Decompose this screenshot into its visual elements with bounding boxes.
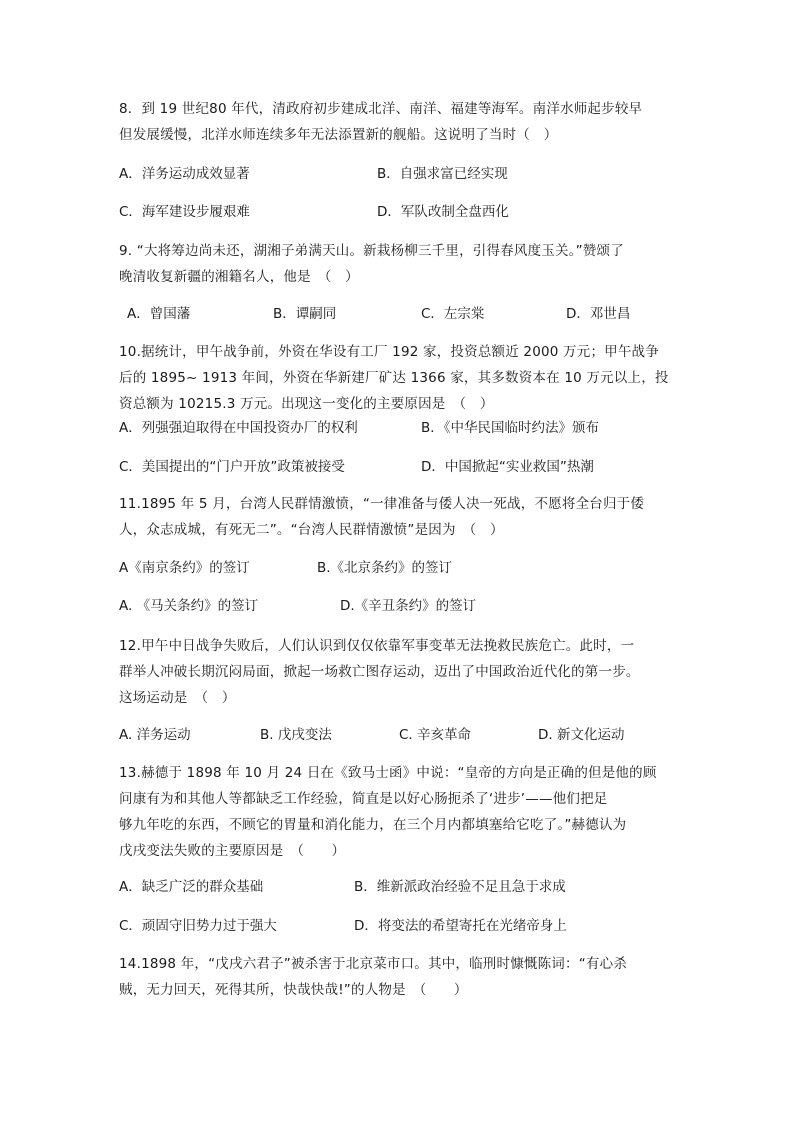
question-12-option-c: C. 辛亥革命	[399, 727, 472, 743]
question-10-line-1: 10.据统计，甲午战争前，外资在华设有工厂 192 家，投资总额近 2000 万元；甲午战争	[119, 344, 659, 360]
question-8-option-c: C．海军建设步履艰难	[119, 204, 250, 220]
question-13-line-2: 问康有为和其他人等都缺乏工作经验，简直是以好心肠扼杀了‘进步’——他们把足	[119, 791, 608, 807]
question-12-line-1: 12.甲午中日战争失败后，人们认识到仅仅依靠军事变革无法挽救民族危亡。此时，一	[119, 638, 635, 654]
question-12-option-d: D. 新文化运动	[538, 727, 625, 743]
question-10-option-a: A．列强强迫取得在中国投资办厂的权利	[119, 420, 358, 436]
question-9-line-2: 晚清收复新疆的湘籍名人，他是 （ ）	[119, 269, 359, 285]
question-12-option-b: B. 戊戌变法	[260, 727, 332, 743]
question-8-option-b: B．自强求富已经实现	[377, 166, 508, 182]
question-13-line-1: 13.赫德于 1898 年 10 月 24 日在《致马士函》中说：“皇帝的方向是正确的但是他的顾	[119, 765, 657, 781]
question-13-option-d: D．将变法的希望寄托在光绪帝身上	[354, 918, 567, 934]
question-11-line-1: 11.1895 年 5 月，台湾人民群情激愤，“一律准备与倭人决一死战，不愿将全台归于倭	[119, 496, 645, 512]
question-10-option-d: D．中国掀起“实业救国”热潮	[421, 459, 594, 475]
question-10	[119, 339, 679, 417]
question-9-line-1: 9. “大将筹边尚未还，湖湘子弟满天山。新栽杨柳三千里，引得春风度玉关。”赞颂了	[119, 243, 624, 259]
question-14-line-2: 贼，无力回天，死得其所，快哉快哉!”的人物是 （ ）	[119, 982, 468, 998]
question-12-option-a: A. 洋务运动	[119, 727, 191, 743]
question-12-line-2: 群举人冲破长期沉闷局面，掀起一场救亡图存运动，迈出了中国政治近代化的第一步。	[119, 664, 640, 680]
question-11-option-c: A. 《马关条约》的签订	[119, 598, 259, 614]
question-11-option-a: A《南京条约》的签订	[119, 560, 250, 576]
question-9-option-d: D．邓世昌	[566, 306, 631, 322]
question-12-line-3: 这场运动是 （ ）	[119, 690, 236, 706]
question-8	[119, 96, 679, 148]
question-8-line-1: 8．到 19 世纪80 年代，清政府初步建成北洋、南洋、福建等海军。南洋水师起步较早	[119, 101, 643, 117]
question-11-option-d: D.《辛丑条约》的签订	[340, 598, 477, 614]
question-12	[119, 633, 679, 711]
question-9-option-c: C．左宗棠	[421, 306, 485, 322]
question-14	[119, 951, 679, 1003]
question-13-option-b: B．维新派政治经验不足且急于求成	[354, 879, 566, 895]
question-8-option-a: A．洋务运动成效显著	[119, 166, 250, 182]
question-11-option-b: B.《北京条约》的签订	[317, 560, 453, 576]
question-10-option-b: B．《中华民国临时约法》颁布	[421, 420, 600, 436]
question-9-option-a: A．曾国藩	[127, 306, 191, 322]
question-14-line-1: 14.1898 年，“戊戌六君子”被杀害于北京菜市口。其中，临刑时慷慨陈词：“有心杀	[119, 956, 627, 972]
question-10-option-c: C．美国提出的“门户开放”政策被接受	[119, 459, 345, 475]
question-13-line-4: 戊戌变法失败的主要原因是 （ ）	[119, 843, 346, 859]
question-11	[119, 491, 679, 543]
question-13-line-3: 够九年吃的东西，不顾它的胃量和消化能力，在三个月内都填塞给它吃了。”赫德认为	[119, 817, 627, 833]
question-10-line-2: 后的 1895~ 1913 年间，外资在华新建厂矿达 1366 家，其多数资本在 10 万元以上，投	[119, 370, 669, 386]
question-13-option-a: A．缺乏广泛的群众基础	[119, 879, 264, 895]
question-9-option-b: B．谭嗣同	[273, 306, 337, 322]
question-10-line-3: 资总额为 10215.3 万元。出现这一变化的主要原因是 （ ）	[119, 396, 494, 412]
question-11-line-2: 人，众志成城，有死无二”。“台湾人民群情激愤”是因为 （ ）	[119, 522, 504, 538]
question-8-line-2: 但发展缓慢，北洋水师连续多年无法添置新的舰船。这说明了当时（ ）	[119, 127, 558, 143]
question-13	[119, 760, 679, 864]
question-9	[119, 238, 679, 290]
question-13-option-c: C．顽固守旧势力过于强大	[119, 918, 277, 934]
question-8-option-d: D．军队改制全盘西化	[377, 204, 509, 220]
